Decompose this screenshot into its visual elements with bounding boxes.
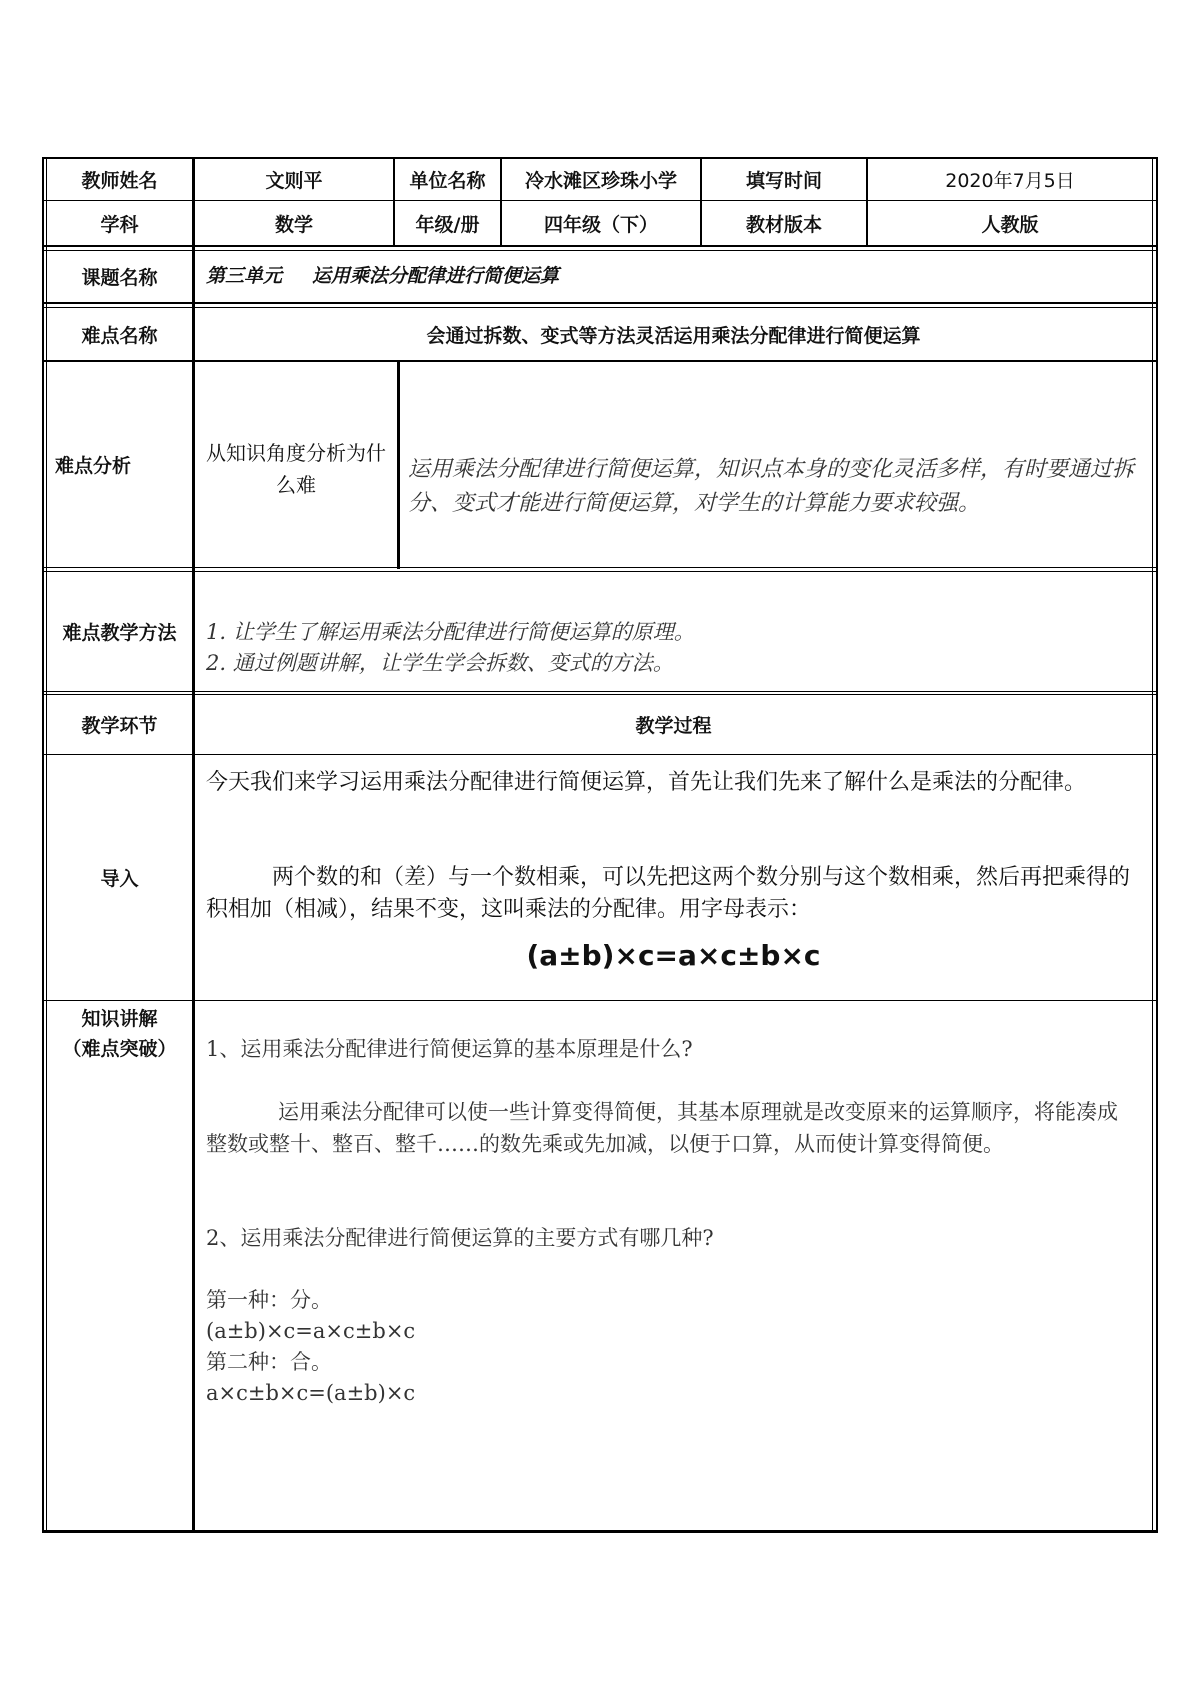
teacher-name: 文则平 [265, 170, 323, 192]
intro-para-1: 今天我们来学习运用乘法分配律进行简便运算，首先让我们先来了解什么是乘法的分配律。 [206, 770, 1087, 795]
analysis-sub-label: 从知识角度分析为什么难 [206, 441, 386, 497]
grade-label: 年级/册 [415, 213, 480, 236]
way-1-label: 第一种：分。 [206, 1288, 332, 1312]
question-1: 1、运用乘法分配律进行简便运算的基本原理是什么? [206, 1037, 693, 1061]
method-item-1: 1. 让学生了解运用乘法分配律进行简便运算的原理。 [206, 620, 695, 644]
question-2: 2、运用乘法分配律进行简便运算的主要方式有哪几种? [206, 1226, 714, 1250]
edition-label: 教材版本 [745, 213, 822, 236]
process-label: 教学过程 [635, 715, 712, 737]
knowledge-label-line-1: 知识讲解 [81, 1008, 158, 1030]
knowledge-label [47, 1004, 192, 1064]
fill-date: 2020年7月5日 [945, 170, 1075, 192]
stage-label: 教学环节 [81, 715, 158, 737]
edition-value: 人教版 [981, 213, 1039, 236]
topic-unit: 第三单元 [206, 265, 283, 287]
unit-label: 单位名称 [409, 170, 486, 192]
way-2-formula: a×c±b×c=(a±b)×c [206, 1381, 416, 1405]
difficulty-value: 会通过拆数、变式等方法灵活运用乘法分配律进行简便运算 [426, 324, 921, 347]
method-item-2: 2. 通过例题讲解，让学生学会拆数、变式的方法。 [206, 651, 674, 675]
topic-name: 运用乘法分配律进行简便运算 [312, 265, 560, 287]
method-list [206, 617, 1136, 679]
analysis-label: 难点分析 [55, 455, 132, 477]
intro-para-2: 两个数的和（差）与一个数相乘，可以先把这两个数分别与这个数相乘，然后再把乘得的积相加（相减），结果不变，这叫乘法的分配律。用字母表示： [206, 865, 1131, 922]
distributive-formula: (a±b)×c=a×c±b×c [526, 939, 821, 972]
way-2-label: 第二种：合。 [206, 1350, 332, 1374]
topic-title [206, 262, 559, 290]
subject-label: 学科 [100, 213, 139, 236]
way-1-formula: (a±b)×c=a×c±b×c [206, 1319, 416, 1343]
answer-1: 运用乘法分配律可以使一些计算变得简便，其基本原理就是改变原来的运算顺序，将能凑成整数或整十、整百、整千……的数先乘或先加减，以便于口算，从而使计算变得简便。 [206, 1100, 1118, 1156]
date-label: 填写时间 [745, 170, 822, 192]
subject-value: 数学 [274, 213, 313, 236]
analysis-text: 运用乘法分配律进行简便运算，知识点本身的变化灵活多样，有时要通过拆分、变式才能进行简便运算，对学生的计算能力要求较强。 [408, 457, 1135, 516]
unit-name: 冷水滩区珍珠小学 [524, 170, 677, 192]
teacher-name-label: 教师姓名 [81, 170, 158, 192]
difficulty-label: 难点名称 [81, 324, 158, 347]
grade-value: 四年级（下） [543, 213, 658, 236]
knowledge-label-line-2: （难点突破） [62, 1038, 177, 1060]
intro-label: 导入 [100, 868, 139, 890]
method-label: 难点教学方法 [62, 622, 177, 644]
ways-list [206, 1285, 1136, 1409]
topic-label: 课题名称 [81, 267, 158, 289]
